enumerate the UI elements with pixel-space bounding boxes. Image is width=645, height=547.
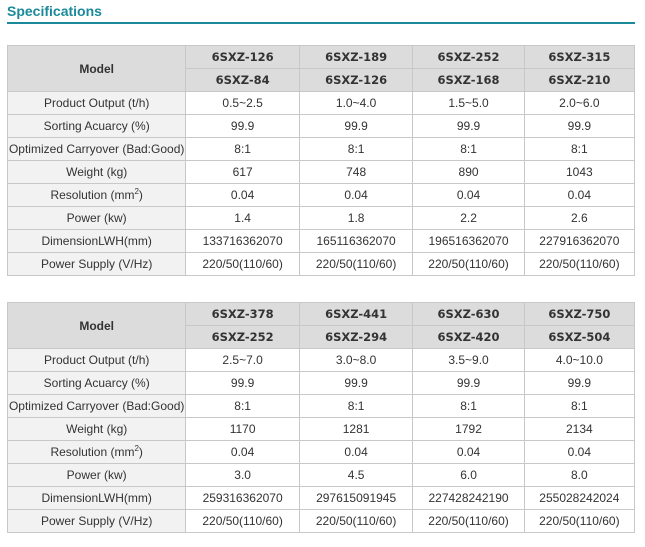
row-label-text: Sorting Acuarcy (%) (43, 376, 150, 390)
table-cell: 6.0 (413, 464, 524, 487)
table-cell: 4.0~10.0 (524, 349, 634, 372)
table-cell: 8:1 (413, 138, 524, 161)
table-row (8, 395, 635, 418)
table-cell: 255028242024 (524, 487, 634, 510)
table-cell: 8:1 (186, 395, 300, 418)
table-cell: 99.9 (524, 115, 634, 138)
table-cell: 1.4 (186, 207, 300, 230)
table-cell: 3.0 (186, 464, 300, 487)
row-label-text: Sorting Acuarcy (%) (43, 119, 150, 133)
table-cell: 8:1 (524, 138, 634, 161)
table-cell: 8:1 (524, 395, 634, 418)
row-label-tail: ) (138, 445, 143, 459)
table-cell: 8:1 (186, 138, 300, 161)
model-name-bottom: 6SXZ-252 (186, 326, 300, 349)
row-label-text: Optimized Carryover (Bad:Good) (8, 399, 185, 413)
heading-underline (7, 22, 635, 24)
model-name-bottom: 6SXZ-294 (299, 326, 413, 349)
table-cell: 99.9 (186, 372, 300, 395)
spec-table-2 (7, 302, 635, 533)
table-row (8, 92, 635, 115)
table-cell: 165116362070 (299, 230, 413, 253)
model-header-row (8, 303, 635, 326)
model-label: Model (8, 303, 186, 349)
table-cell: 220/50(110/60) (299, 510, 413, 533)
row-label-text: Weight (kg) (66, 165, 128, 179)
table-cell: 1792 (413, 418, 524, 441)
row-label (8, 349, 186, 372)
table-cell: 220/50(110/60) (413, 253, 524, 276)
model-name-top: 6SXZ-189 (299, 46, 413, 69)
table-cell: 4.5 (299, 464, 413, 487)
model-name-bottom: 6SXZ-84 (186, 69, 300, 92)
table-cell: 0.04 (413, 184, 524, 207)
row-label-superscript: 2 (134, 444, 139, 453)
row-label (8, 464, 186, 487)
row-label-tail: ) (138, 188, 143, 202)
model-name-bottom: 6SXZ-504 (524, 326, 634, 349)
row-label (8, 253, 186, 276)
table-cell: 0.04 (524, 441, 634, 464)
table-row (8, 372, 635, 395)
row-label-text: DimensionLWH(mm) (41, 491, 152, 505)
table-cell: 2.5~7.0 (186, 349, 300, 372)
row-label (8, 487, 186, 510)
table-cell: 1.8 (299, 207, 413, 230)
table-row (8, 418, 635, 441)
table-cell: 0.04 (413, 441, 524, 464)
row-label-text: Power Supply (V/Hz) (40, 514, 153, 528)
table-cell: 196516362070 (413, 230, 524, 253)
model-name-bottom: 6SXZ-420 (413, 326, 524, 349)
table-cell: 220/50(110/60) (413, 510, 524, 533)
table-cell: 0.5~2.5 (186, 92, 300, 115)
table-cell: 1170 (186, 418, 300, 441)
table-cell: 297615091945 (299, 487, 413, 510)
model-label: Model (8, 46, 186, 92)
row-label-text: Resolution (mm (50, 188, 135, 202)
table-cell: 8:1 (299, 138, 413, 161)
row-label-text: Weight (kg) (66, 422, 128, 436)
section-heading: Specifications (7, 3, 102, 19)
table-row (8, 184, 635, 207)
row-label (8, 138, 186, 161)
model-name-top: 6SXZ-750 (524, 303, 634, 326)
table-cell: 133716362070 (186, 230, 300, 253)
model-name-top: 6SXZ-441 (299, 303, 413, 326)
table-cell: 1.5~5.0 (413, 92, 524, 115)
model-name-bottom: 6SXZ-210 (524, 69, 634, 92)
table-row (8, 138, 635, 161)
table-cell: 0.04 (186, 184, 300, 207)
table-cell: 227916362070 (524, 230, 634, 253)
row-label (8, 92, 186, 115)
row-label (8, 207, 186, 230)
table-cell: 2.0~6.0 (524, 92, 634, 115)
table-cell: 1281 (299, 418, 413, 441)
row-label-text: Resolution (mm (50, 445, 135, 459)
table-cell: 99.9 (299, 372, 413, 395)
table-cell: 0.04 (299, 184, 413, 207)
model-name-top: 6SXZ-252 (413, 46, 524, 69)
table-cell: 2.2 (413, 207, 524, 230)
table-cell: 617 (186, 161, 300, 184)
table-cell: 220/50(110/60) (186, 253, 300, 276)
table-cell: 2.6 (524, 207, 634, 230)
row-label (8, 161, 186, 184)
table-cell: 220/50(110/60) (524, 510, 634, 533)
row-label-text: Power (kw) (66, 211, 127, 225)
table-row (8, 230, 635, 253)
model-name-bottom: 6SXZ-168 (413, 69, 524, 92)
model-name-bottom: 6SXZ-126 (299, 69, 413, 92)
row-label-text: Optimized Carryover (Bad:Good) (8, 142, 185, 156)
spec-table-body (8, 46, 635, 276)
table-cell: 220/50(110/60) (299, 253, 413, 276)
row-label (8, 510, 186, 533)
table-cell: 99.9 (299, 115, 413, 138)
table-cell: 0.04 (299, 441, 413, 464)
table-row (8, 464, 635, 487)
spec-table-body (8, 303, 635, 533)
table-cell: 220/50(110/60) (186, 510, 300, 533)
row-label (8, 372, 186, 395)
row-label (8, 230, 186, 253)
table-cell: 0.04 (186, 441, 300, 464)
table-row (8, 253, 635, 276)
spec-table-1 (7, 45, 635, 276)
table-cell: 1043 (524, 161, 634, 184)
row-label (8, 418, 186, 441)
model-name-top: 6SXZ-378 (186, 303, 300, 326)
row-label (8, 441, 186, 464)
row-label-text: Power Supply (V/Hz) (40, 257, 153, 271)
table-row (8, 510, 635, 533)
row-label (8, 184, 186, 207)
table-row (8, 441, 635, 464)
row-label-superscript: 2 (134, 187, 139, 196)
table-cell: 99.9 (413, 372, 524, 395)
table-cell: 3.5~9.0 (413, 349, 524, 372)
table-cell: 2134 (524, 418, 634, 441)
table-cell: 890 (413, 161, 524, 184)
row-label-text: Power (kw) (66, 468, 127, 482)
table-cell: 3.0~8.0 (299, 349, 413, 372)
table-cell: 1.0~4.0 (299, 92, 413, 115)
table-cell: 220/50(110/60) (524, 253, 634, 276)
table-row (8, 115, 635, 138)
table-cell: 8.0 (524, 464, 634, 487)
table-row (8, 161, 635, 184)
table-cell: 99.9 (413, 115, 524, 138)
model-name-top: 6SXZ-630 (413, 303, 524, 326)
row-label-text: Product Output (t/h) (43, 96, 150, 110)
table-cell: 259316362070 (186, 487, 300, 510)
table-cell: 8:1 (413, 395, 524, 418)
table-cell: 99.9 (186, 115, 300, 138)
row-label-text: Product Output (t/h) (43, 353, 150, 367)
row-label-text: DimensionLWH(mm) (41, 234, 152, 248)
model-header-row (8, 46, 635, 69)
model-name-top: 6SXZ-315 (524, 46, 634, 69)
table-row (8, 349, 635, 372)
table-cell: 748 (299, 161, 413, 184)
table-row (8, 207, 635, 230)
table-cell: 99.9 (524, 372, 634, 395)
row-label (8, 395, 186, 418)
table-cell: 0.04 (524, 184, 634, 207)
row-label (8, 115, 186, 138)
model-name-top: 6SXZ-126 (186, 46, 300, 69)
table-cell: 227428242190 (413, 487, 524, 510)
table-row (8, 487, 635, 510)
table-cell: 8:1 (299, 395, 413, 418)
